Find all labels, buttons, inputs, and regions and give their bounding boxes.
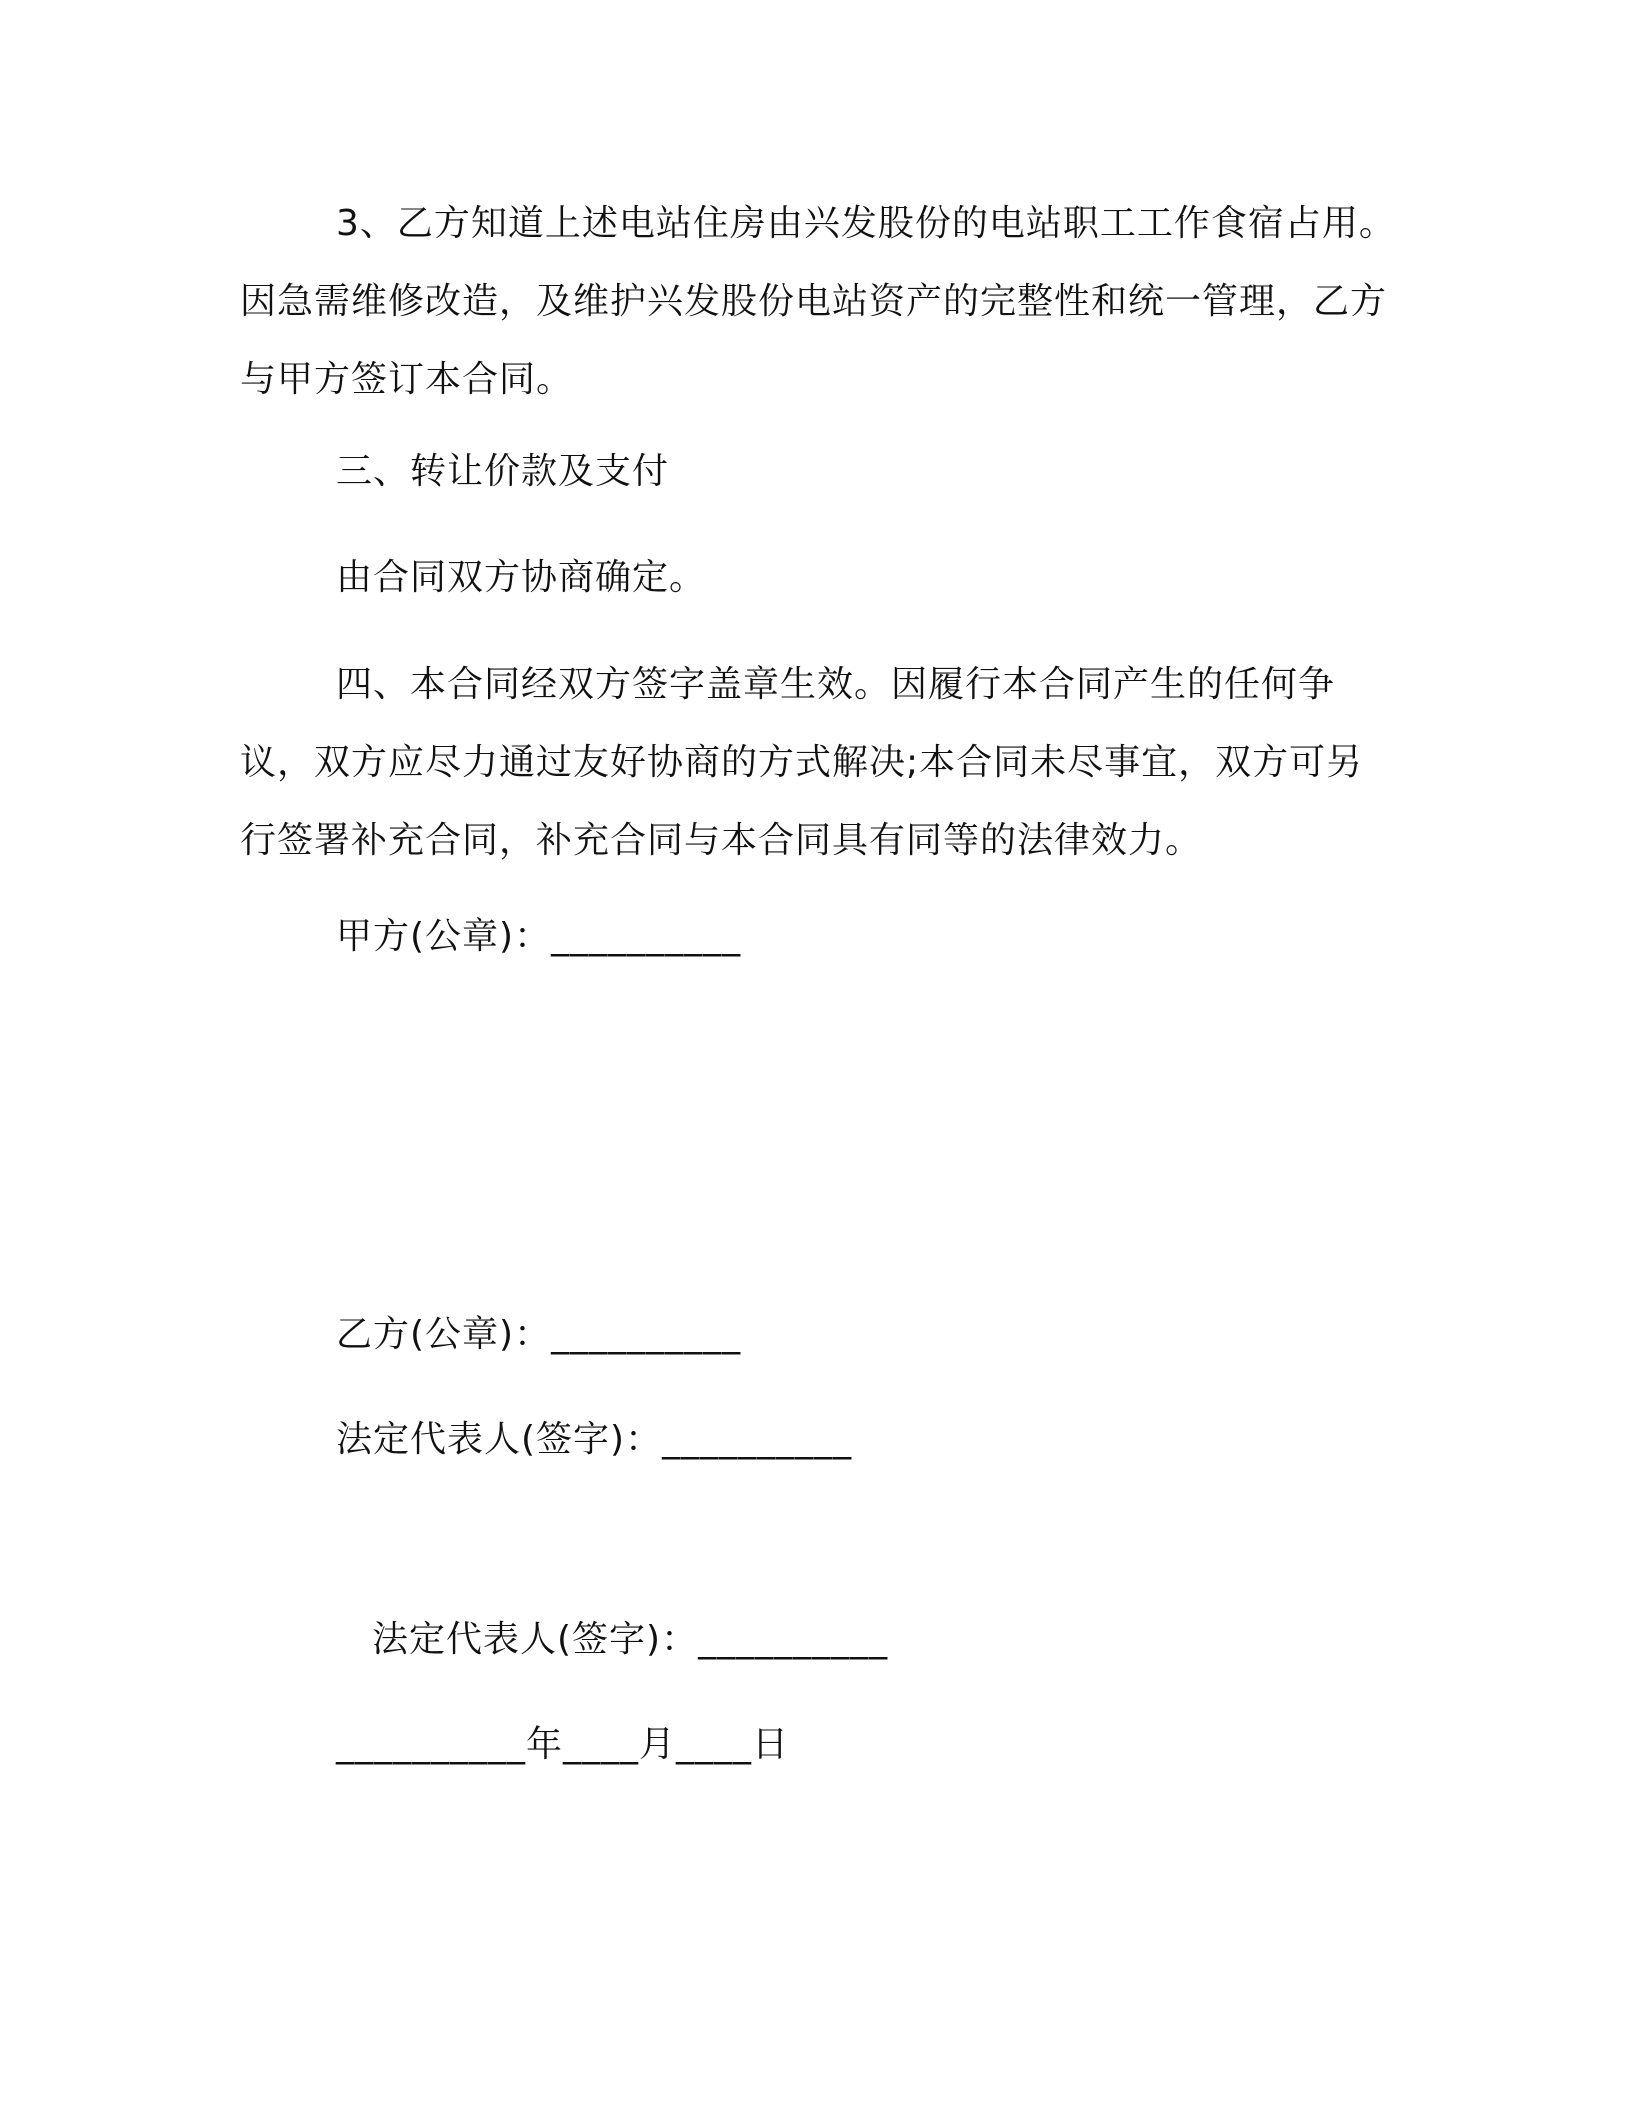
section-4-paragraph: 四、本合同经双方签字盖章生效。因履行本合同产生的任何争议，双方应尽力通过友好协商的方式解决;本合同未尽事宜，双方可另行签署补充合同，补充合同与本合同具有同等的法律效力。 — [240, 664, 1364, 861]
date-line: __________年____月____日 — [336, 1724, 789, 1765]
section-3-heading: 三、转让价款及支付 — [336, 451, 670, 492]
legal-representative-signature-line-2: 法定代表人(签字)：__________ — [372, 1619, 889, 1660]
party-a-seal-line: 甲方(公章)：__________ — [336, 916, 742, 957]
section-3-body: 由合同双方协商确定。 — [336, 557, 707, 598]
party-b-seal-line: 乙方(公章)：__________ — [336, 1314, 742, 1355]
legal-representative-signature-line: 法定代表人(签字)：__________ — [336, 1419, 853, 1460]
clause-3-paragraph: 3、乙方知道上述电站住房由兴发股份的电站职工工作食宿占用。因急需维修改造，及维护兴发股份电站资产的完整性和统一管理，乙方与甲方签订本合同。 — [240, 203, 1396, 400]
